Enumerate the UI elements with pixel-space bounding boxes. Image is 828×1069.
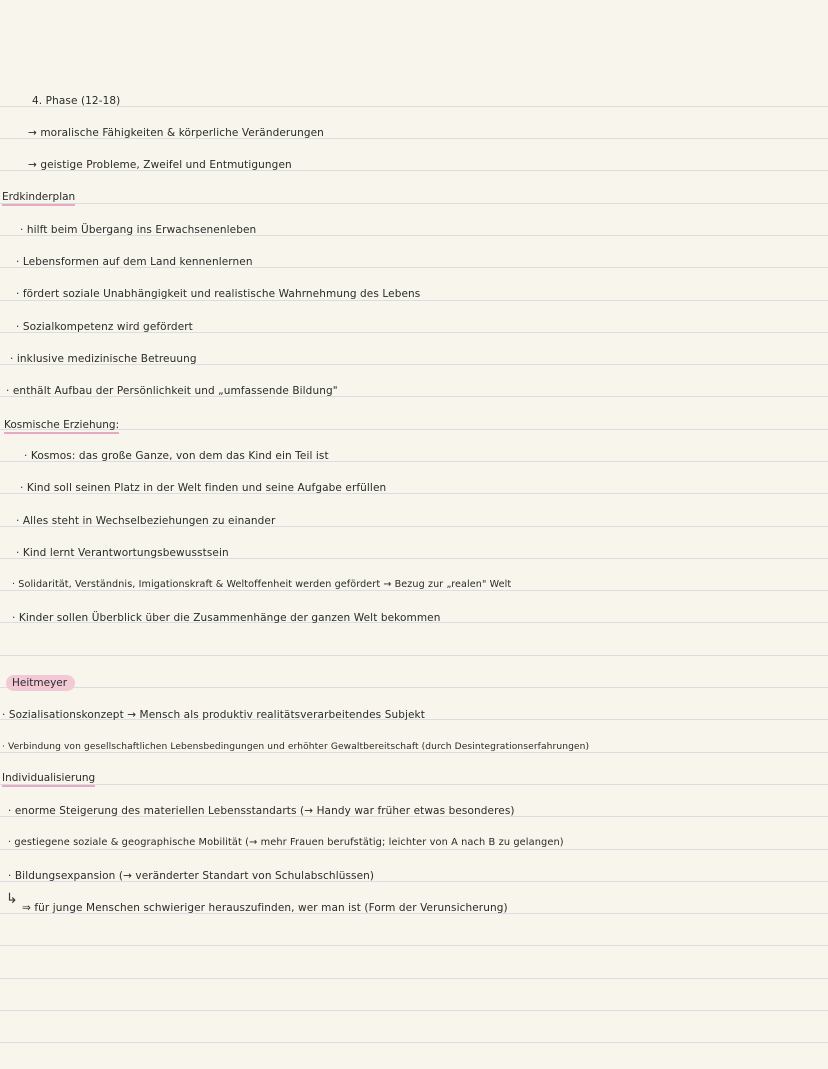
note-line: · Kinder sollen Überblick über die Zusammenhänge der ganzen Welt bekommen bbox=[12, 612, 441, 624]
note-line: · Kosmos: das große Ganze, von dem das Kind ein Teil ist bbox=[24, 450, 329, 462]
note-line: · Solidarität, Verständnis, Imigationskraft & Weltoffenheit werden gefördert → Bezug zur „realen" Welt bbox=[12, 579, 512, 590]
note-line: · Kind lernt Verantwortungsbewusstsein bbox=[16, 547, 229, 559]
heading-text: Individualisierung bbox=[2, 772, 95, 787]
ruled-line bbox=[0, 1042, 828, 1043]
ruled-line bbox=[0, 978, 828, 979]
note-line: · enthält Aufbau der Persönlichkeit und „umfassende Bildung" bbox=[6, 385, 338, 397]
note-line: · Kind soll seinen Platz in der Welt finden und seine Aufgabe erfüllen bbox=[20, 482, 387, 494]
note-line: ⇒ für junge Menschen schwieriger herauszufinden, wer man ist (Form der Verunsicherung) bbox=[22, 902, 508, 914]
ruled-line bbox=[0, 655, 828, 656]
section-heading-erdkinderplan bbox=[2, 190, 75, 204]
return-arrow-icon: ↳ bbox=[6, 891, 18, 907]
heading-text: Kosmische Erziehung: bbox=[4, 419, 119, 434]
section-heading-heitmeyer bbox=[6, 676, 75, 690]
note-line: 4. Phase (12-18) bbox=[32, 95, 121, 107]
ruled-line bbox=[0, 106, 828, 107]
ruled-line bbox=[0, 1010, 828, 1011]
ruled-line bbox=[0, 429, 828, 430]
section-heading-kosmische-erziehung bbox=[4, 418, 119, 432]
ruled-line bbox=[0, 784, 828, 785]
note-line: → moralische Fähigkeiten & körperliche Veränderungen bbox=[28, 127, 324, 139]
note-line: · Bildungsexpansion (→ veränderter Standart von Schulabschlüssen) bbox=[8, 870, 375, 882]
note-line: → geistige Probleme, Zweifel und Entmutigungen bbox=[28, 159, 292, 171]
ruled-line bbox=[0, 203, 828, 204]
note-line: · fördert soziale Unabhängigkeit und realistische Wahrnehmung des Lebens bbox=[16, 288, 421, 300]
note-line: · Sozialkompetenz wird gefördert bbox=[16, 321, 193, 333]
note-line: · Sozialisationskonzept → Mensch als produktiv realitätsverarbeitendes Subjekt bbox=[2, 709, 425, 721]
section-heading-individualisierung bbox=[2, 771, 95, 785]
heading-text: Erdkinderplan bbox=[2, 191, 75, 206]
ruled-line bbox=[0, 687, 828, 688]
note-line: · Verbindung von gesellschaftlichen Lebensbedingungen und erhöhter Gewaltbereitschaft (durch Desintegrationserfahrungen) bbox=[2, 742, 590, 752]
note-line: · gestiegene soziale & geographische Mobilität (→ mehr Frauen berufstätig; leichter von A nach B zu gelangen) bbox=[8, 837, 564, 848]
note-line: · Lebensformen auf dem Land kennenlernen bbox=[16, 256, 253, 268]
note-line: · Alles steht in Wechselbeziehungen zu einander bbox=[16, 515, 276, 527]
ruled-line bbox=[0, 945, 828, 946]
note-line: · enorme Steigerung des materiellen Lebensstandarts (→ Handy war früher etwas besonderes) bbox=[8, 805, 515, 817]
heading-text: Heitmeyer bbox=[6, 675, 75, 691]
note-line: · inklusive medizinische Betreuung bbox=[10, 353, 197, 365]
note-line: · hilft beim Übergang ins Erwachsenenleben bbox=[20, 224, 257, 236]
